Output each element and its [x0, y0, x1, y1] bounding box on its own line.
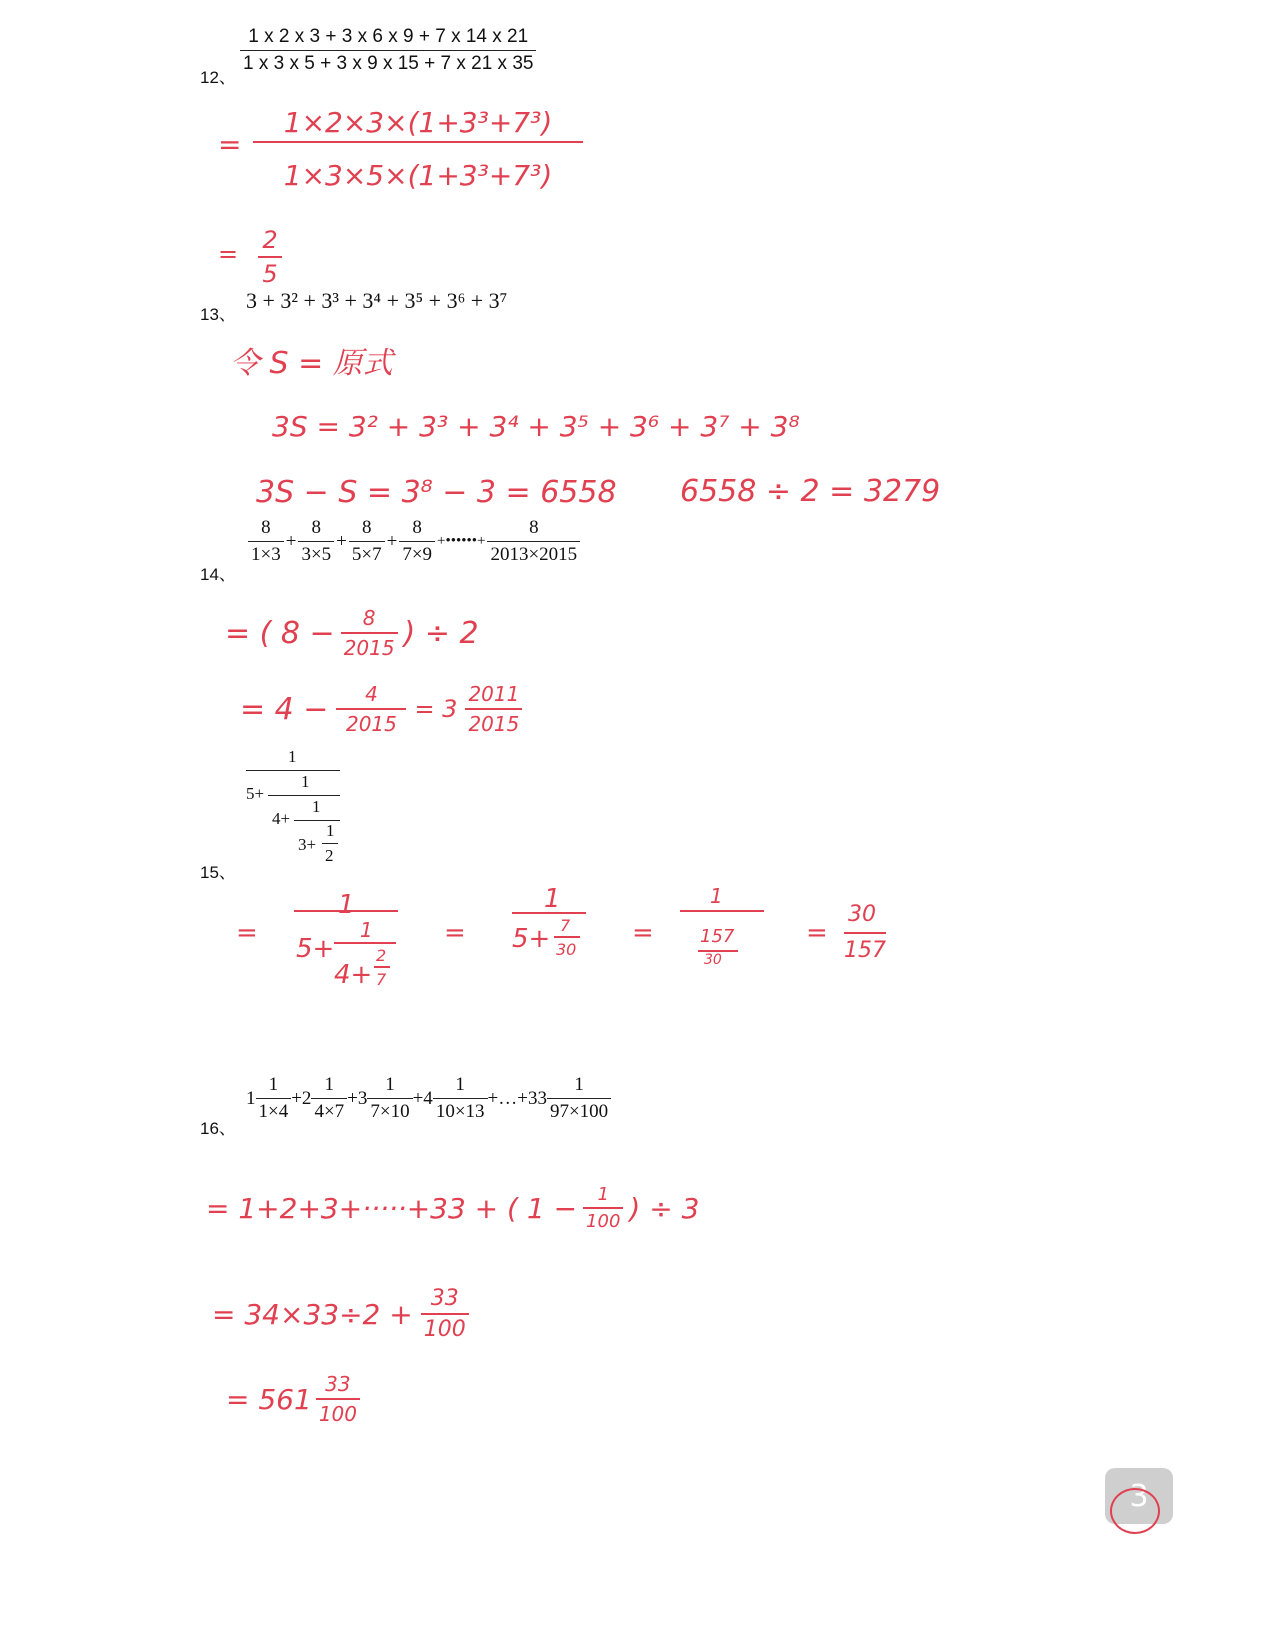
step-fraction: $\frac{1}{100}$	[583, 1184, 623, 1232]
series-term: $\frac{8}{7\times 9}$	[399, 517, 435, 566]
p14-step1	[225, 606, 479, 660]
series-term: $\frac{8}{5\times 7}$	[349, 517, 385, 566]
continued-fraction: 1 5+ 1 4+ 1 3+ 1 2	[246, 747, 346, 872]
ellipsis: +••••••+	[437, 533, 486, 549]
series-term: $\frac{8}{1\times 3}$	[248, 517, 284, 566]
p15-step1: 1 5+ 1 4+ 2 7	[294, 890, 404, 1005]
denominator: 1 x 3 x 5 + 3 x 9 x 15 + 7 x 21 x 35	[243, 53, 534, 74]
p13-line3-right: 6558 ÷ 2 = 3279	[680, 474, 941, 509]
step-text: = ( 8 −	[225, 615, 335, 651]
step-fraction: $\frac{33}{100}$	[421, 1286, 469, 1342]
p16-step2	[212, 1286, 469, 1342]
problem-number: 16、	[200, 1119, 236, 1138]
series-term: $\frac{8}{3\times 5}$	[298, 517, 334, 566]
step-text: = 34×33÷2 +	[212, 1297, 413, 1331]
problem-number: 12、	[200, 68, 236, 87]
problem-16-expression: 1 $\frac{1}{1\times 4}$ +2 $\frac{1}{4\times 7}$ +3 $\frac{1}{7\times 10}$ +4 $\frac{1}{10\times 13}$ +…+33 $\frac{1}{97\times 100}$	[246, 1074, 611, 1123]
ellipsis: +…+33	[487, 1087, 547, 1109]
problem-number: 14、	[200, 565, 236, 584]
problem-13-expression: 3 + 3² + 3³ + 3⁴ + 3⁵ + 3⁶ + 3⁷	[246, 288, 508, 313]
step-fraction: $\frac{4}{2015}$	[336, 682, 406, 736]
numerator: 1×2×3×(1+3³+7³)	[283, 106, 553, 139]
p15-step2: 1 5+ 7 30	[512, 890, 592, 980]
numerator: 1 x 2 x 3 + 3 x 6 x 9 + 7 x 14 x 21	[248, 26, 529, 47]
p15-step4: 30 157	[844, 902, 886, 963]
series-term: $\frac{1}{4\times 7}$	[311, 1074, 347, 1123]
step-text: ) ÷ 3	[629, 1191, 700, 1225]
series-term: $\frac{1}{1\times 4}$	[256, 1074, 292, 1123]
series-term: $\frac{1}{7\times 10}$	[367, 1074, 412, 1123]
p14-step2	[240, 682, 522, 736]
step-text: = 561	[226, 1382, 312, 1416]
p12-handwritten-fraction	[253, 106, 583, 192]
numerator: 2	[262, 226, 278, 254]
problem-14-expression: $\frac{8}{1\times 3}$ + $\frac{8}{3\times 5}$ + $\frac{8}{5\times 7}$ + $\frac{8}{7\times 9}$ +••••••+ $\frac{8}{2013\times 2015}$	[248, 517, 580, 566]
step-fraction: $\frac{8}{2015}$	[341, 606, 398, 660]
mixed-number-fraction: $\frac{33}{100}$	[316, 1372, 360, 1426]
mixed-number-fraction: $\frac{2011}{2015}$	[465, 682, 522, 736]
p12-result-fraction	[258, 226, 282, 288]
p16-step1	[206, 1184, 699, 1232]
series-term: $\frac{1}{10\times 13}$	[433, 1074, 488, 1123]
step-text: = 1+2+3+·····+33 + ( 1 −	[206, 1191, 578, 1225]
p13-line3: 3S − S = 3⁸ − 3 = 6558	[256, 475, 617, 510]
page-number: 3	[1129, 1478, 1149, 1514]
series-last-term: $\frac{1}{97\times 100}$	[547, 1074, 611, 1123]
equals-sign: =	[218, 240, 239, 268]
step-text: = 4 −	[240, 691, 329, 727]
page-number-circle-mark	[1110, 1488, 1160, 1534]
denominator: 5	[262, 260, 278, 288]
p15-step3: 1 157 30	[680, 890, 770, 980]
series-last-term: $\frac{8}{2013\times 2015}$	[487, 517, 580, 566]
denominator: 1×3×5×(1+3³+7³)	[283, 159, 553, 192]
p15-steps: = 1 5+ 1 4+ 2 7 = 1 5+ 7 30 = 1 157 30 = 30 157	[236, 890, 896, 1010]
step-text: ) ÷ 2	[403, 615, 479, 651]
p16-step3	[226, 1372, 360, 1426]
problem-12-fraction	[240, 26, 536, 75]
equals-sign: =	[218, 128, 242, 161]
p13-line2: 3S = 3² + 3³ + 3⁴ + 3⁵ + 3⁶ + 3⁷ + 3⁸	[272, 410, 800, 443]
problem-number: 15、	[200, 863, 236, 882]
step-text: = 3	[414, 695, 458, 723]
problem-number: 13、	[200, 305, 236, 324]
p13-line1: 令 S = 原式	[230, 346, 393, 381]
